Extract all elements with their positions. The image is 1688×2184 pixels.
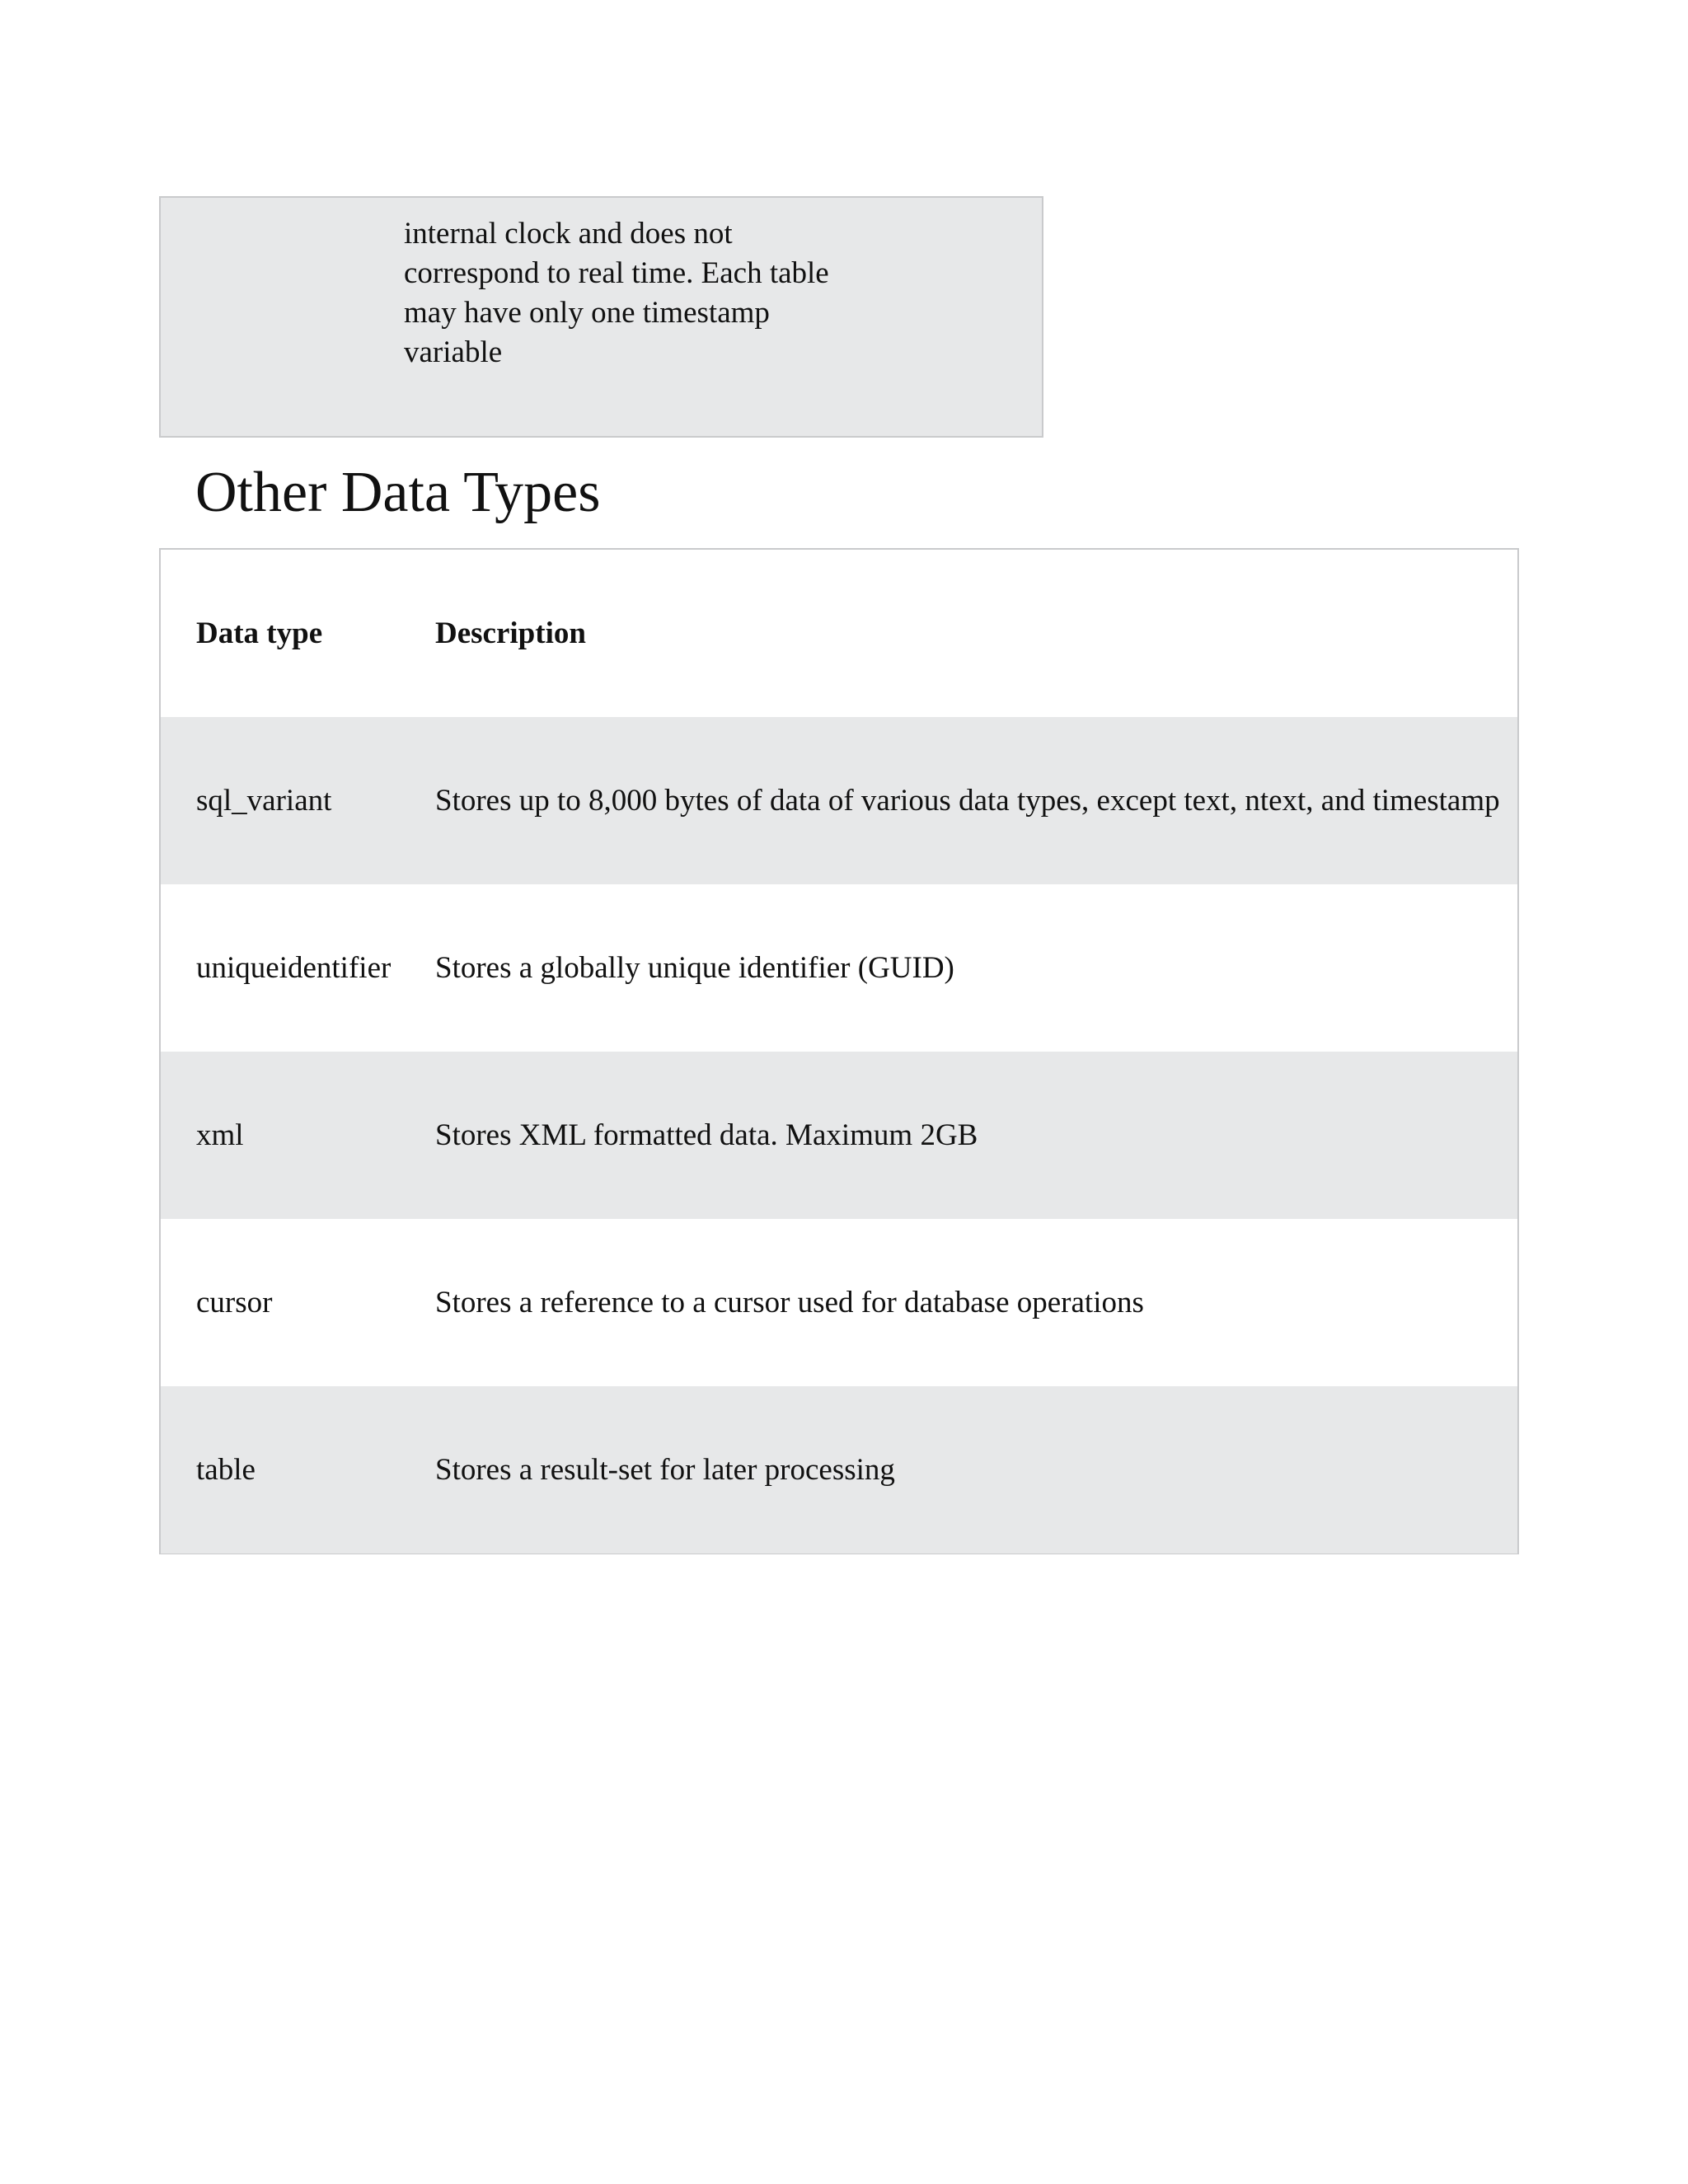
data-types-table [159, 548, 1519, 1554]
cell-data-type: xml [196, 1118, 244, 1152]
cell-data-type: sql_variant [196, 784, 332, 818]
text-line: internal clock and does not [404, 217, 733, 251]
table-row [161, 884, 1517, 1052]
header-data-type: Data type [196, 616, 323, 650]
continued-table-cell [159, 196, 1043, 438]
cell-data-type: table [196, 1453, 256, 1487]
cell-description: Stores a result-set for later processing [435, 1453, 895, 1487]
table-row [161, 1219, 1517, 1386]
table-header-row [161, 550, 1517, 717]
table-row [161, 717, 1517, 884]
cell-description: Stores XML formatted data. Maximum 2GB [435, 1118, 978, 1152]
text-line: may have only one timestamp [404, 296, 770, 330]
cell-description: Stores a reference to a cursor used for database operations [435, 1286, 1144, 1319]
section-heading: Other Data Types [195, 461, 601, 524]
text-line: correspond to real time. Each table [404, 256, 829, 290]
table-row [161, 1386, 1517, 1554]
cell-description: Stores a globally unique identifier (GUID) [435, 951, 954, 985]
cell-description: Stores up to 8,000 bytes of data of various data types, except text, ntext, and timestamp [435, 784, 1500, 818]
cell-data-type: uniqueidentifier [196, 951, 392, 985]
text-line: variable [404, 335, 503, 369]
table-row [161, 1052, 1517, 1219]
cell-data-type: cursor [196, 1286, 273, 1319]
continued-description-text [404, 214, 865, 373]
header-description: Description [435, 616, 586, 650]
